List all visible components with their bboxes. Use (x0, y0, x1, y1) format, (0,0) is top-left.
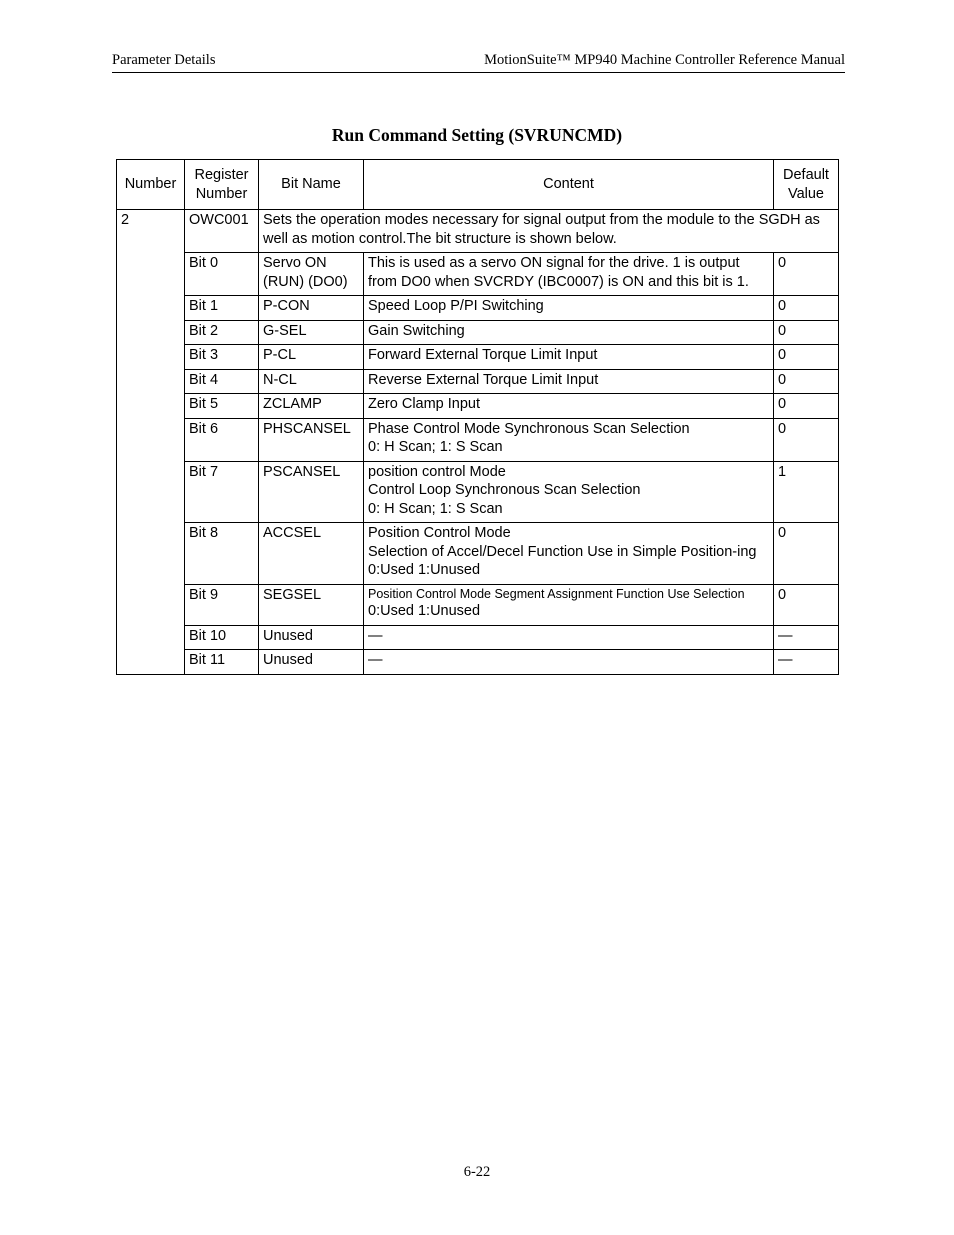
content-cell (364, 650, 774, 675)
run-command-table (116, 159, 839, 675)
content-cell (364, 369, 774, 394)
bit-name-cell: SEGSEL (259, 584, 364, 625)
default-value-cell: — (774, 650, 839, 675)
content-line: 0:Used 1:Unused (368, 603, 481, 619)
default-value-cell: 0 (774, 418, 839, 461)
default-value-cell: 1 (774, 461, 839, 523)
bit-cell: Bit 0 (185, 253, 259, 296)
bit-name-cell: P-CON (259, 296, 364, 321)
content-line: 0: H Scan; 1: S Scan (368, 439, 503, 455)
manual-title: MotionSuite™ MP940 Machine Controller Reference Manual (484, 52, 845, 68)
content-line: 0: H Scan; 1: S Scan (368, 500, 503, 517)
default-value-cell: 0 (774, 253, 839, 296)
content-line: Position Control Mode (368, 525, 511, 541)
content-line: This is used as a servo ON signal for the drive. 1 is output from DO0 when SVCRDY (IBC0007) is ON and this bit is 1. (368, 255, 749, 290)
content-line: Gain Switching (368, 322, 465, 339)
bit-name-cell: N-CL (259, 369, 364, 394)
bit-name-cell: G-SEL (259, 320, 364, 345)
content-line: Forward External Torque Limit Input (368, 347, 598, 363)
table-body (117, 210, 839, 675)
table-row (117, 418, 839, 461)
bit-name-cell: P-CL (259, 345, 364, 370)
content-line: — (368, 652, 383, 668)
default-value-cell: 0 (774, 584, 839, 625)
content-line: 0:Used 1:Unused (368, 562, 481, 578)
bit-cell: Bit 3 (185, 345, 259, 370)
content-line: Selection of Accel/Decel Function Use in Simple Position-ing (368, 543, 757, 560)
table-row (117, 253, 839, 296)
table-row (117, 584, 839, 625)
table-row (117, 345, 839, 370)
bit-cell: Bit 9 (185, 584, 259, 625)
content-cell (364, 418, 774, 461)
content-cell (364, 296, 774, 321)
table-row (117, 461, 839, 523)
content-line: Zero Clamp Input (368, 396, 481, 412)
default-value-cell: 0 (774, 320, 839, 345)
content-line: Control Loop Synchronous Scan Selection (368, 482, 641, 498)
content-cell (364, 394, 774, 419)
table-title: Run Command Setting (SVRUNCMD) (331, 125, 623, 145)
content-cell (364, 461, 774, 523)
content-line: Speed Loop P/PI Switching (368, 298, 544, 314)
table-row (117, 625, 839, 650)
table-row (117, 523, 839, 585)
register-cell: OWC001 (185, 210, 259, 253)
bit-cell: Bit 11 (185, 650, 259, 675)
section-name: Parameter Details (112, 52, 216, 68)
table-row (117, 650, 839, 675)
content-cell (364, 523, 774, 585)
content-cell (364, 253, 774, 296)
register-description: Sets the operation modes necessary for signal output from the module to the SGDH as well as motion control.The bit structure is shown below. (259, 210, 839, 253)
bit-cell: Bit 1 (185, 296, 259, 321)
column-header: Bit Name (259, 160, 364, 210)
column-header: Default Value (774, 160, 839, 210)
bit-cell: Bit 2 (185, 320, 259, 345)
content-line: Phase Control Mode Synchronous Scan Selection (368, 420, 690, 437)
bit-name-cell: PHSCANSEL (259, 418, 364, 461)
table-header-row (117, 160, 839, 210)
default-value-cell: 0 (774, 394, 839, 419)
default-value-cell: 0 (774, 369, 839, 394)
bit-cell: Bit 8 (185, 523, 259, 585)
table-row (117, 369, 839, 394)
content-line: position control Mode (368, 463, 506, 480)
bit-name-cell: PSCANSEL (259, 461, 364, 523)
bit-cell: Bit 4 (185, 369, 259, 394)
register-row (117, 210, 839, 253)
content-cell (364, 625, 774, 650)
table-row (117, 320, 839, 345)
bit-cell: Bit 7 (185, 461, 259, 523)
page-header (112, 52, 845, 73)
default-value-cell: — (774, 625, 839, 650)
bit-cell: Bit 5 (185, 394, 259, 419)
bit-name-cell: ZCLAMP (259, 394, 364, 419)
content-cell (364, 584, 774, 625)
bit-name-cell: ACCSEL (259, 523, 364, 585)
column-header: Content (364, 160, 774, 210)
content-line: Reverse External Torque Limit Input (368, 371, 599, 388)
bit-cell: Bit 6 (185, 418, 259, 461)
content-line: — (368, 627, 383, 644)
bit-name-cell: Unused (259, 650, 364, 675)
table-row (117, 296, 839, 321)
content-small-text: Position Control Mode Segment Assignment Function Use Selection (368, 586, 745, 601)
table-row (117, 394, 839, 419)
column-header: Number (117, 160, 185, 210)
page-number: 6-22 (463, 1164, 491, 1180)
number-cell: 2 (117, 210, 185, 675)
content-cell (364, 320, 774, 345)
default-value-cell: 0 (774, 523, 839, 585)
default-value-cell: 0 (774, 345, 839, 370)
bit-cell: Bit 10 (185, 625, 259, 650)
default-value-cell: 0 (774, 296, 839, 321)
content-cell (364, 345, 774, 370)
bit-name-cell: Servo ON (RUN) (DO0) (259, 253, 364, 296)
bit-name-cell: Unused (259, 625, 364, 650)
column-header: Register Number (185, 160, 259, 210)
